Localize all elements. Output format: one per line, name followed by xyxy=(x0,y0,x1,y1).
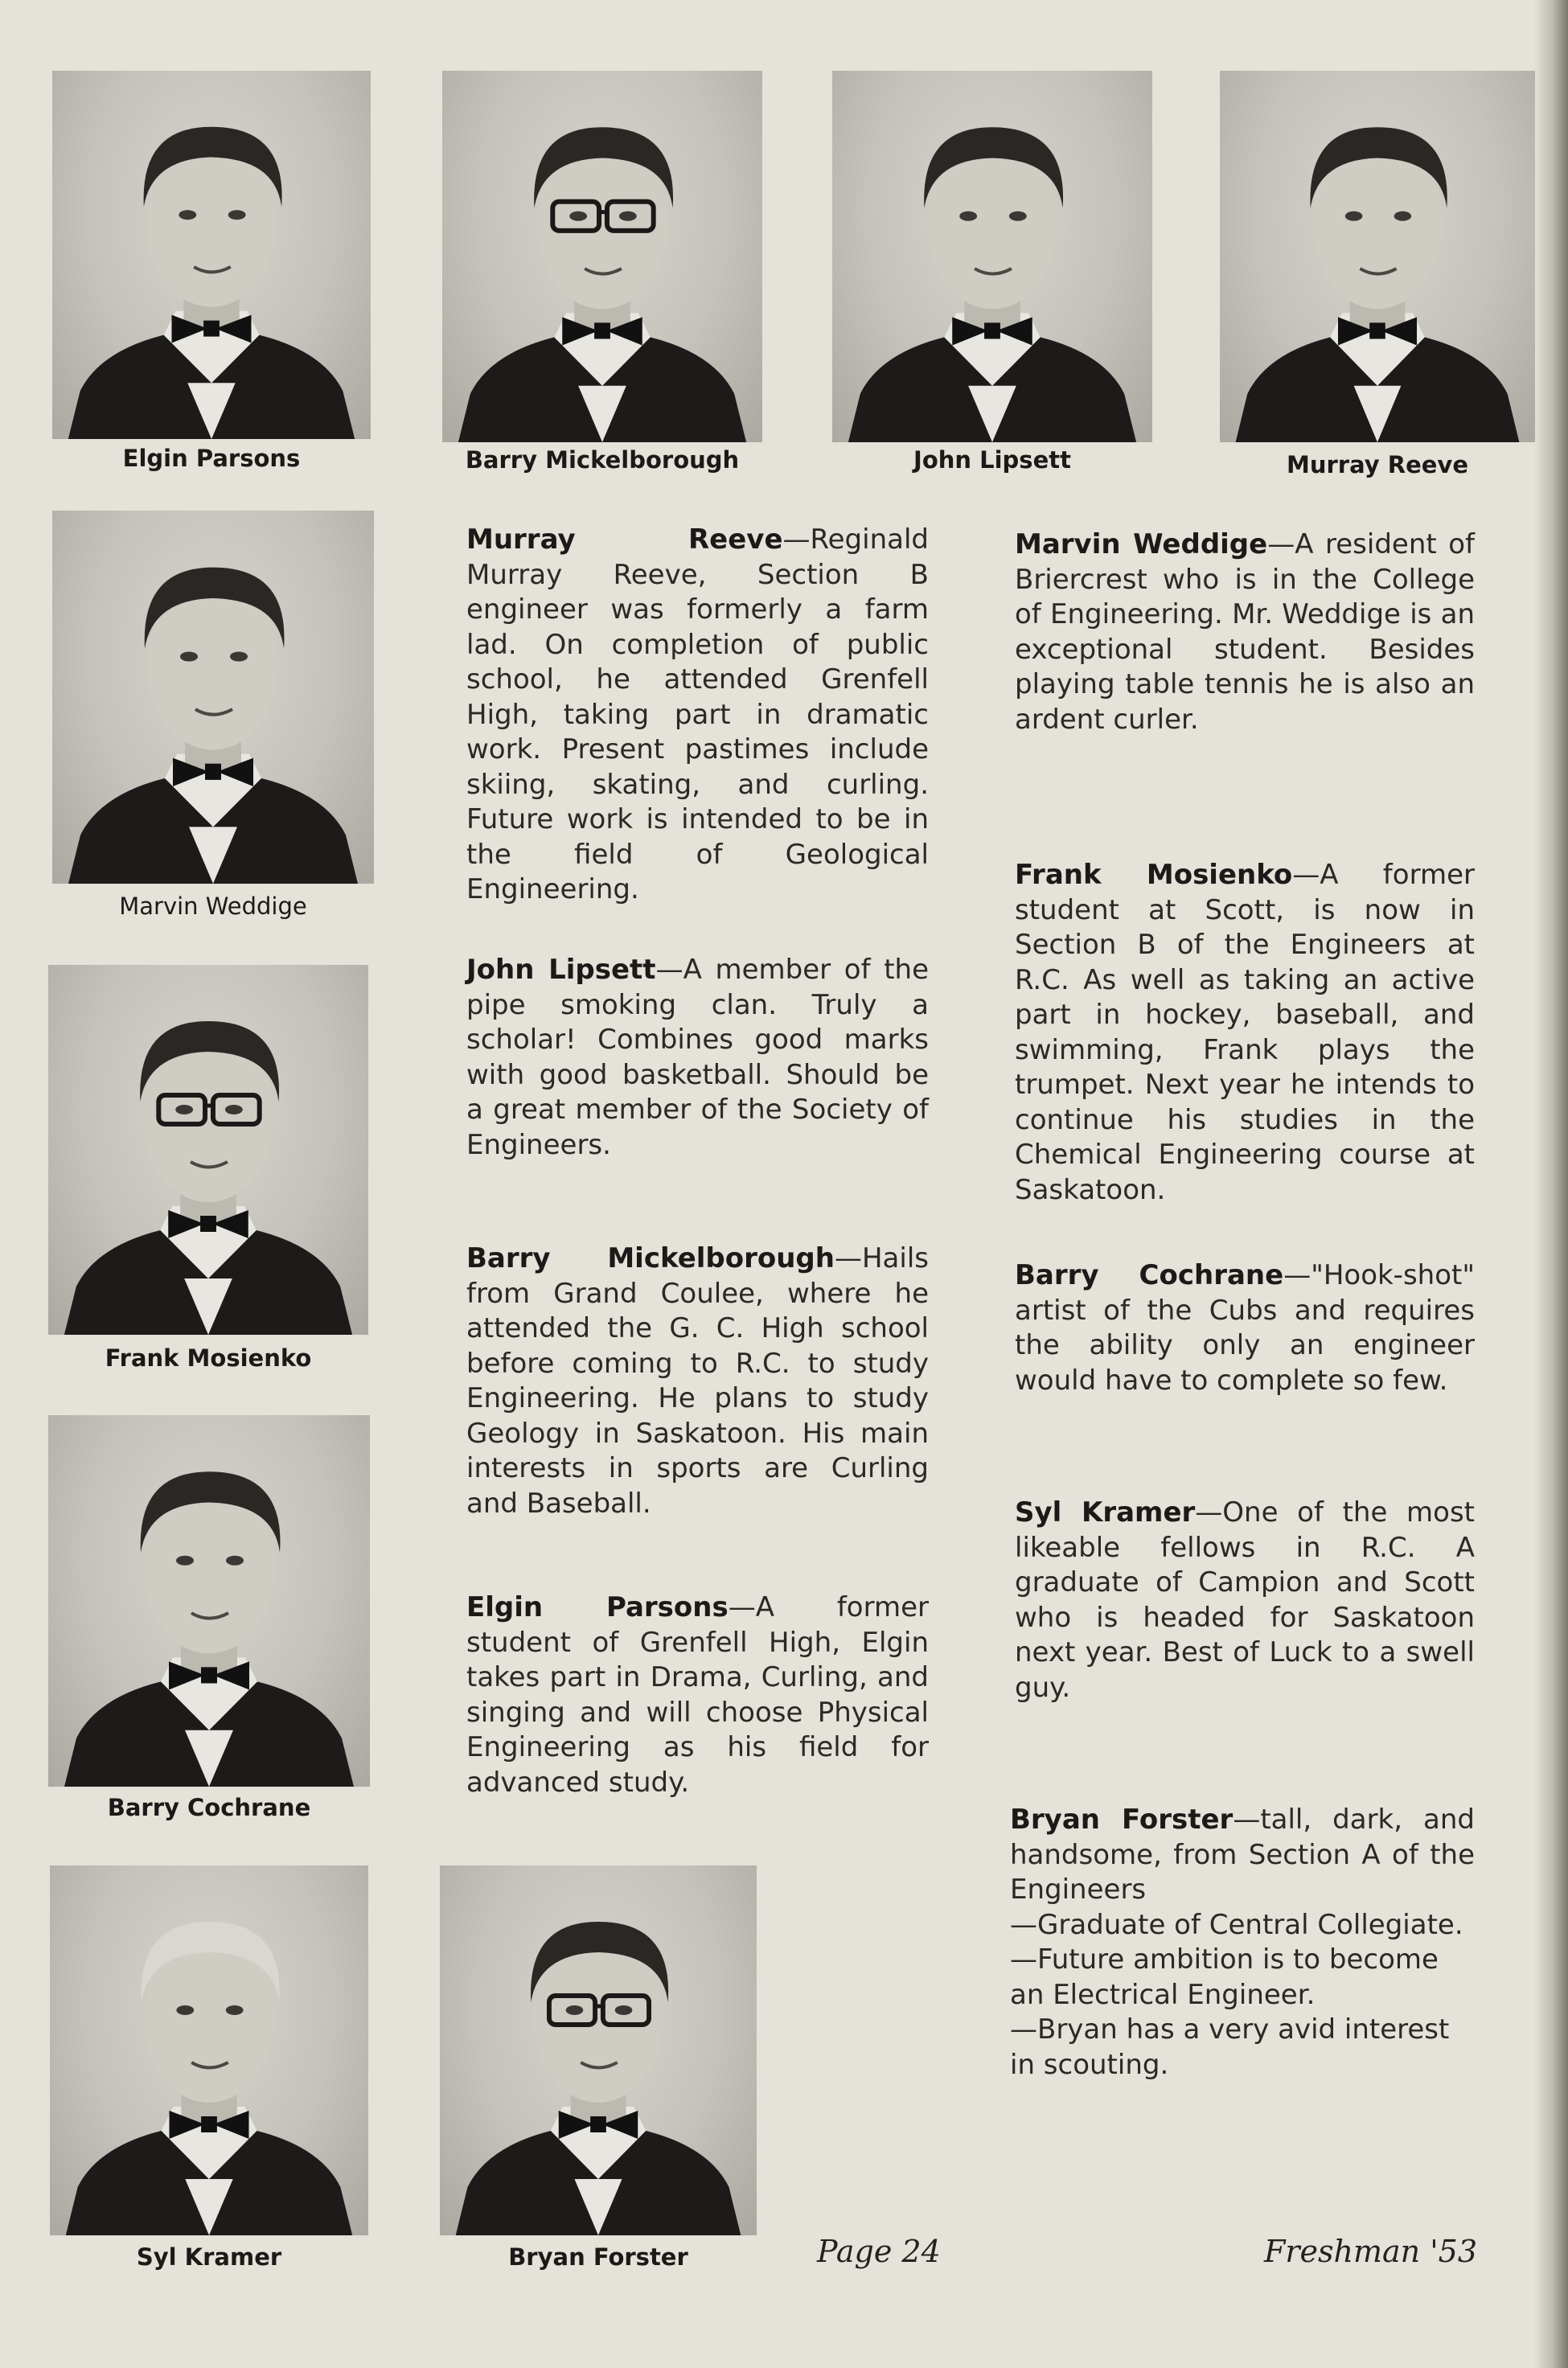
bio-entry xyxy=(1015,1258,1475,1398)
portrait-figure xyxy=(440,1865,757,2235)
eye-shape xyxy=(176,1556,194,1566)
portrait-caption: Murray Reeve xyxy=(1286,451,1469,478)
eye-shape xyxy=(175,1105,193,1114)
eye-shape xyxy=(1394,211,1412,221)
bio-name: Barry Cochrane xyxy=(1015,1259,1284,1291)
bowtie-knot xyxy=(1369,322,1385,339)
eye-shape xyxy=(959,211,977,221)
bowtie-knot xyxy=(203,321,220,337)
bio-line: —Graduate of Central Collegiate. xyxy=(1010,1908,1463,1941)
bio-text: —One of the most likeable fellows in R.C. A graduate of Campion and Scott who is headed for Saskatoon next year. Best of Luck to a swell guy. xyxy=(1015,1496,1475,1704)
bio-name: Syl Kramer xyxy=(1015,1496,1196,1529)
portrait-caption: Marvin Weddige xyxy=(119,893,307,920)
eye-shape xyxy=(228,210,246,220)
eye-shape xyxy=(230,652,248,662)
bio-entry xyxy=(1015,527,1475,737)
bowtie-knot xyxy=(201,1667,217,1683)
portrait-caption: Frank Mosienko xyxy=(105,1344,312,1372)
portrait-caption: Barry Mickelborough xyxy=(465,446,740,474)
bio-text: —A former student of Grenfell High, Elgin takes part in Drama, Curling, and singing and will choose Physical Engineering as his field for advanced study. xyxy=(466,1591,929,1799)
portrait-figure xyxy=(442,71,762,442)
bio-name: Murray Reeve xyxy=(466,523,783,556)
portrait-photo xyxy=(52,511,374,884)
portrait-figure xyxy=(1220,71,1535,442)
bowtie-knot xyxy=(984,322,1000,339)
bio-entry xyxy=(1015,858,1475,1208)
bowtie-knot xyxy=(594,322,610,339)
bio-text: —Reginald Murray Reeve, Section B engineer was formerly a farm lad. On completion of public school, he attended Grenfell High, taking part in dramatic work. Present pastimes include skiing, skating, and curling. Future work is intended to be in the field of Geological Engineering. xyxy=(466,523,929,905)
bio-entry xyxy=(1015,1496,1475,1705)
page-edge xyxy=(1534,0,1568,2368)
bio-name: John Lipsett xyxy=(466,954,656,986)
bio-first-line xyxy=(1010,1803,1475,1908)
bio-text: —tall, dark, and handsome, from Section A of the Engineers xyxy=(1010,1804,1476,1906)
portrait-photo xyxy=(440,1865,757,2235)
bio-entry xyxy=(466,1590,929,1800)
bio-entry xyxy=(466,1241,929,1521)
bio-name: Marvin Weddige xyxy=(1015,528,1268,560)
portrait-caption: Elgin Parsons xyxy=(122,445,301,472)
eye-shape xyxy=(1009,211,1027,221)
bowtie-knot xyxy=(201,2116,217,2132)
page-number: Page 24 xyxy=(817,2234,941,2269)
portrait-figure xyxy=(48,965,368,1335)
bowtie-knot xyxy=(590,2116,606,2132)
portrait-caption: John Lipsett xyxy=(913,446,1071,474)
eye-shape xyxy=(1345,211,1363,221)
bio-text: —Hails from Grand Coulee, where he attended the G. C. High school before coming to R.C. to study Engineering. He plans to study Geology in Saskatoon. His main interests in sports are Curling and Baseball. xyxy=(466,1242,929,1520)
portrait-figure xyxy=(52,71,371,439)
bio-entry xyxy=(1010,1803,1475,2083)
eye-shape xyxy=(225,1105,243,1114)
bio-entry xyxy=(466,953,929,1163)
eye-shape xyxy=(569,211,587,221)
eye-shape xyxy=(226,2005,244,2015)
bowtie-knot xyxy=(200,1216,216,1232)
portrait-photo xyxy=(48,1415,370,1787)
portrait-caption: Barry Cochrane xyxy=(107,1794,311,1821)
bio-text: —A former student at Scott, is now in Section B of the Engineers at R.C. As well as taking an active part in hockey, baseball, and swimming, Frank plays the trumpet. Next year he intends to continue his studies in the Chemical Engineering course at Saskatoon. xyxy=(1015,859,1475,1206)
portrait-photo xyxy=(52,71,371,439)
portrait-photo xyxy=(1220,71,1535,442)
bio-line: —Future ambition is to become an Electrical Engineer. xyxy=(1010,1943,1439,2011)
portrait-figure xyxy=(48,1415,370,1787)
portrait-caption: Syl Kramer xyxy=(136,2243,282,2271)
bio-name: Elgin Parsons xyxy=(466,1591,729,1623)
bio-name: Bryan Forster xyxy=(1010,1804,1233,1836)
eye-shape xyxy=(566,2005,584,2015)
bio-line: —Bryan has a very avid interest in scouting. xyxy=(1010,2013,1450,2081)
portrait-photo xyxy=(48,965,368,1335)
eye-shape xyxy=(615,2005,633,2015)
eye-shape xyxy=(619,211,637,221)
bowtie-knot xyxy=(205,764,221,780)
portrait-caption: Bryan Forster xyxy=(508,2243,688,2271)
publication-title: Freshman '53 xyxy=(1264,2234,1478,2269)
eye-shape xyxy=(179,210,196,220)
eye-shape xyxy=(180,652,198,662)
bio-text: —A resident of Briercrest who is in the College of Engineering. Mr. Weddige is an exceptional student. Besides playing table tennis he is also an ardent curler. xyxy=(1015,528,1476,736)
portrait-figure xyxy=(52,511,374,884)
eye-shape xyxy=(176,2005,194,2015)
portrait-photo xyxy=(50,1865,368,2235)
portrait-photo xyxy=(832,71,1152,442)
bio-name: Frank Mosienko xyxy=(1015,859,1293,891)
bio-text: —"Hook-shot" artist of the Cubs and requires the ability only an engineer would have to complete so few. xyxy=(1015,1259,1475,1397)
portrait-figure xyxy=(50,1865,368,2235)
eye-shape xyxy=(226,1556,244,1566)
bio-name: Barry Mickelborough xyxy=(466,1242,835,1274)
bio-entry xyxy=(466,523,929,908)
bio-text: —A member of the pipe smoking clan. Truly a scholar! Combines good marks with good basketball. Should be a great member of the Society of Engineers. xyxy=(466,954,930,1161)
portrait-figure xyxy=(832,71,1152,442)
portrait-photo xyxy=(442,71,762,442)
